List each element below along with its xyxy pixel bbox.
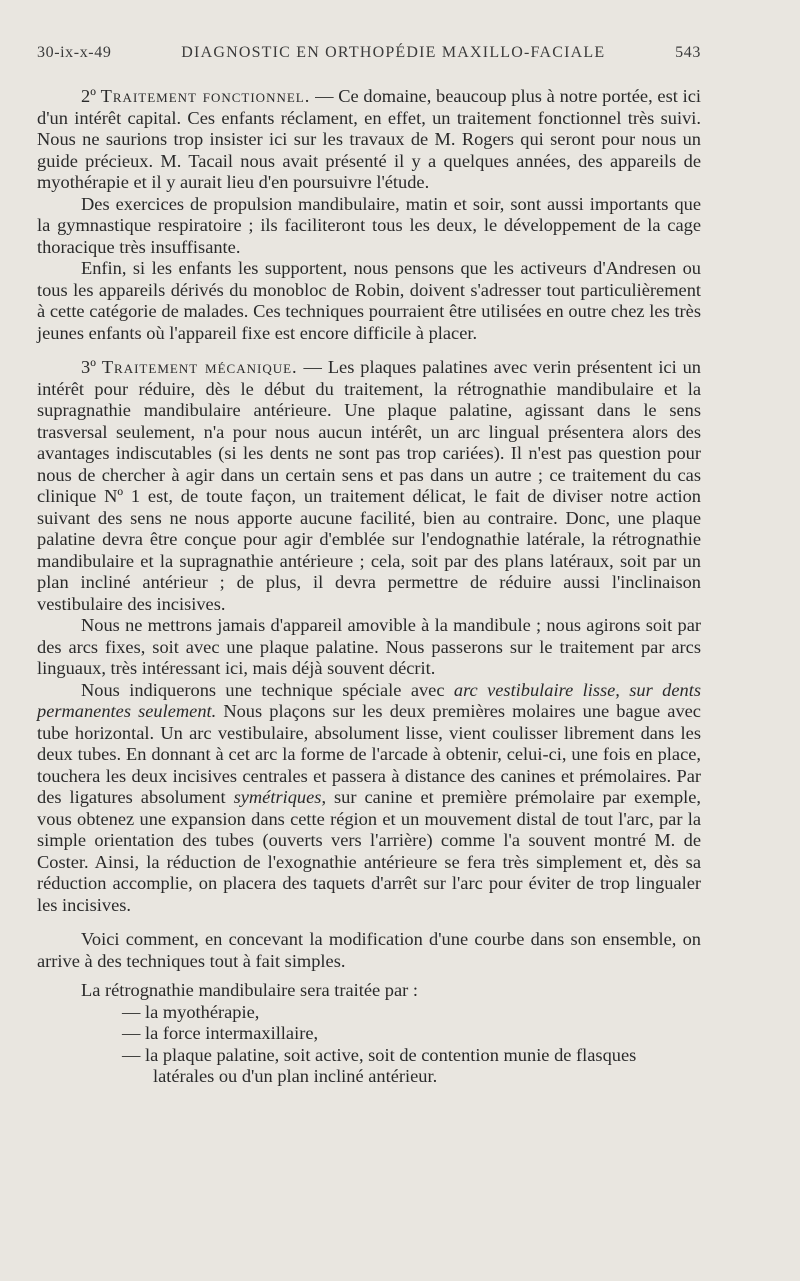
page-number: 543 — [675, 44, 701, 61]
running-header — [37, 44, 701, 62]
treatment-list — [37, 1002, 701, 1088]
list-item: — la force intermaxillaire, — [122, 1023, 319, 1043]
section-3-paragraph-5: La rétrognathie mandibulaire sera traitée par : — [81, 980, 418, 1000]
list-item: — la plaque palatine, soit active, soit de contention munie de flasques latérales ou d'un plan incliné antérieur. — [122, 1044, 637, 1086]
section-3-paragraph-4: Voici comment, en concevant la modification d'une courbe dans son ensemble, on arrive à des techniques tout à fait simples. — [37, 929, 701, 971]
p3-italic-technique: arc vestibulaire lisse, sur dents permanentes seulement. — [37, 679, 701, 721]
p3-part-b: Nous plaçons sur les deux premières molaires une bague avec tube horizontal. Un arc vestibulaire, absolument lisse, vient coulisser librement dans les deux tubes. En donnant à cet arc la forme de l'arcade à obtenir, celui-ci, une fois en place, touchera les deux incisives centrales et passera à distance des canines et prémolaires. Par des ligatures absolument — [37, 701, 701, 807]
header-title: DIAGNOSTIC EN ORTHOPÉDIE MAXILLO-FACIALE — [181, 44, 606, 61]
section-3-paragraph-1 — [37, 357, 701, 615]
section-3-heading: Traitement mécanique. — [101, 357, 298, 377]
list-item: — la myothérapie, — [122, 1001, 260, 1022]
section-3-number: 3º — [81, 357, 96, 377]
section-3-paragraph-3 — [37, 680, 701, 917]
section-2-paragraph-3: Enfin, si les enfants les supportent, nous pensons que les activeurs d'Andresen ou tous les appareils dérivés du monobloc de Robin, doivent s'adresser tout particulièrement à cette catégorie de malades. Ces techniques pourraient être utilisées en outre chez les très jeunes enfants où l'appareil fixe est encore difficile à placer. — [37, 258, 701, 343]
section-2-number: 2º — [81, 86, 96, 106]
section-3-p1-text: — Les plaques palatines avec verin présentent ici un intérêt pour réduire, dès le début du traitement, la rétrognathie mandibulaire et la supragnathie mandibulaire antérieure. Une plaque palatine, agissant dans le sens trasversal seulement, n'a pour nous aucun intérêt, un arc lingual présentera alors des avantages indiscutables (si les dents ne sont pas trop cariées). Il n'est pas question pour nous de chercher à agir dans un certain sens et pas dans un autre ; ce traitement du cas clinique Nº 1 est, de toute façon, un traitement délicat, le fait de diviser notre action suivant des sens ne nous apporte aucune facilité, bien au contraire. Donc, une plaque palatine devra être conçue pour agir d'emblée sur l'endognathie latérale, la rétrognathie mandibulaire et la supragnathie antérieure ; cela, soit par des plans latéraux, soit par un plan incliné antérieur ; de plus, il devra permettre de réduire aussi l'inclinaison vestibulaire des incisives. — [37, 357, 701, 614]
header-date: 30-ix-x-49 — [37, 44, 112, 61]
p3-part-a: Nous indiquerons une technique spéciale avec — [81, 679, 454, 700]
section-2-p1-text: — Ce domaine, beaucoup plus à notre portée, est ici d'un intérêt capital. Ces enfants réclament, en effet, un traitement fonctionnel très suivi. Nous ne saurions trop insister ici sur les travaux de M. Rogers qui seront pour nous un guide précieux. M. Tacail nous avait présenté il y a quelques années, des appareils de myothérapie et il y aurait lieu d'en poursuivre l'étude. — [37, 86, 701, 192]
section-2-paragraph-2: Des exercices de propulsion mandibulaire, matin et soir, sont aussi importants que la gymnastique respiratoire ; ils faciliteront tous les deux, le développement de la cage thoracique très insuffisante. — [37, 193, 701, 257]
section-2-heading: Traitement fonctionnel. — [100, 86, 311, 106]
p3-italic-symetriques: symétriques — [233, 787, 322, 807]
page — [37, 44, 701, 1088]
section-3-paragraph-2: Nous ne mettrons jamais d'appareil amovible à la mandibule ; nous agirons soit par des arcs fixes, soit avec une plaque palatine. Nous passerons sur le traitement par arcs linguaux, très intéressant ici, mais déjà souvent décrit. — [37, 615, 701, 678]
section-2-paragraph-1 — [37, 86, 701, 194]
p3-part-c: , sur canine et première prémolaire par exemple, vous obtenez une expansion dans cette région et un mouvement distal de tout l'arc, par la simple orientation des tubes (ouverts vers l'arrière) comme l'a souvent montré M. de Coster. Ainsi, la réduction de l'exognathie antérieure se fera très simplement et, dès sa réduction accomplie, on placera des taquets d'arrêt sur l'arc pour éviter de trop lingualer les incisives. — [37, 787, 702, 915]
